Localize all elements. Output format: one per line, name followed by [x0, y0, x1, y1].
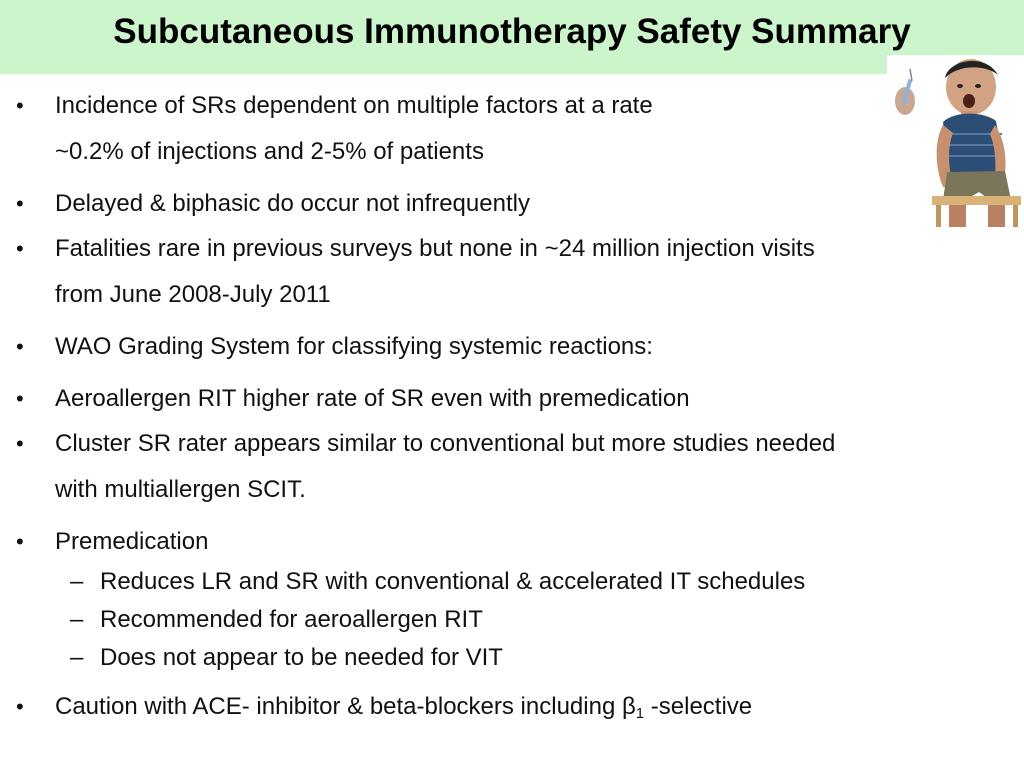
bullet-text: Incidence of SRs dependent on multiple factors at a rate	[55, 92, 653, 119]
bullet-text: Fatalities rare in previous surveys but none in ~24 million injection visits	[55, 235, 815, 262]
bullet-text: Cluster SR rater appears similar to conventional but more studies needed	[55, 430, 836, 457]
bullet-text-continuation: with multiallergen SCIT.	[55, 476, 306, 503]
bullet-text: Delayed & biphasic do occur not infrequently	[55, 190, 530, 217]
bullet-marker: •	[16, 431, 24, 456]
bullet-marker: •	[16, 529, 24, 554]
bullet-marker: •	[16, 694, 24, 719]
bullet-text: Aeroallergen RIT higher rate of SR even with premedication	[55, 385, 690, 412]
sub-bullet-marker: –	[70, 644, 84, 671]
bullet-marker: •	[16, 93, 24, 118]
bullet-marker: •	[16, 236, 24, 261]
bullet-text: Premedication	[55, 528, 209, 555]
sub-bullet-text: Recommended for aeroallergen RIT	[100, 606, 483, 633]
bullet-marker: •	[16, 334, 24, 359]
sub-bullet-text: Reduces LR and SR with conventional & accelerated IT schedules	[100, 568, 806, 595]
bullet-marker: •	[16, 386, 24, 411]
bullet-marker: •	[16, 191, 24, 216]
bullet-text-continuation: ~0.2% of injections and 2-5% of patients	[55, 138, 484, 165]
sub-bullet-text: Does not appear to be needed for VIT	[100, 644, 503, 671]
bullet-text: WAO Grading System for classifying systemic reactions:	[55, 333, 653, 360]
slide-title: Subcutaneous Immunotherapy Safety Summary	[113, 12, 911, 51]
sub-bullet-marker: –	[70, 606, 84, 633]
bullet-text-part: Caution with ACE- inhibitor & beta-blockers including	[55, 693, 622, 720]
bullet-text-part: -selective	[644, 693, 753, 720]
bullet-text	[55, 693, 752, 721]
sub-bullet-marker: –	[70, 568, 84, 595]
beta-subscript: 1	[635, 705, 645, 722]
bullet-text-continuation: from June 2008-July 2011	[55, 281, 331, 308]
beta-symbol: β	[621, 693, 636, 720]
